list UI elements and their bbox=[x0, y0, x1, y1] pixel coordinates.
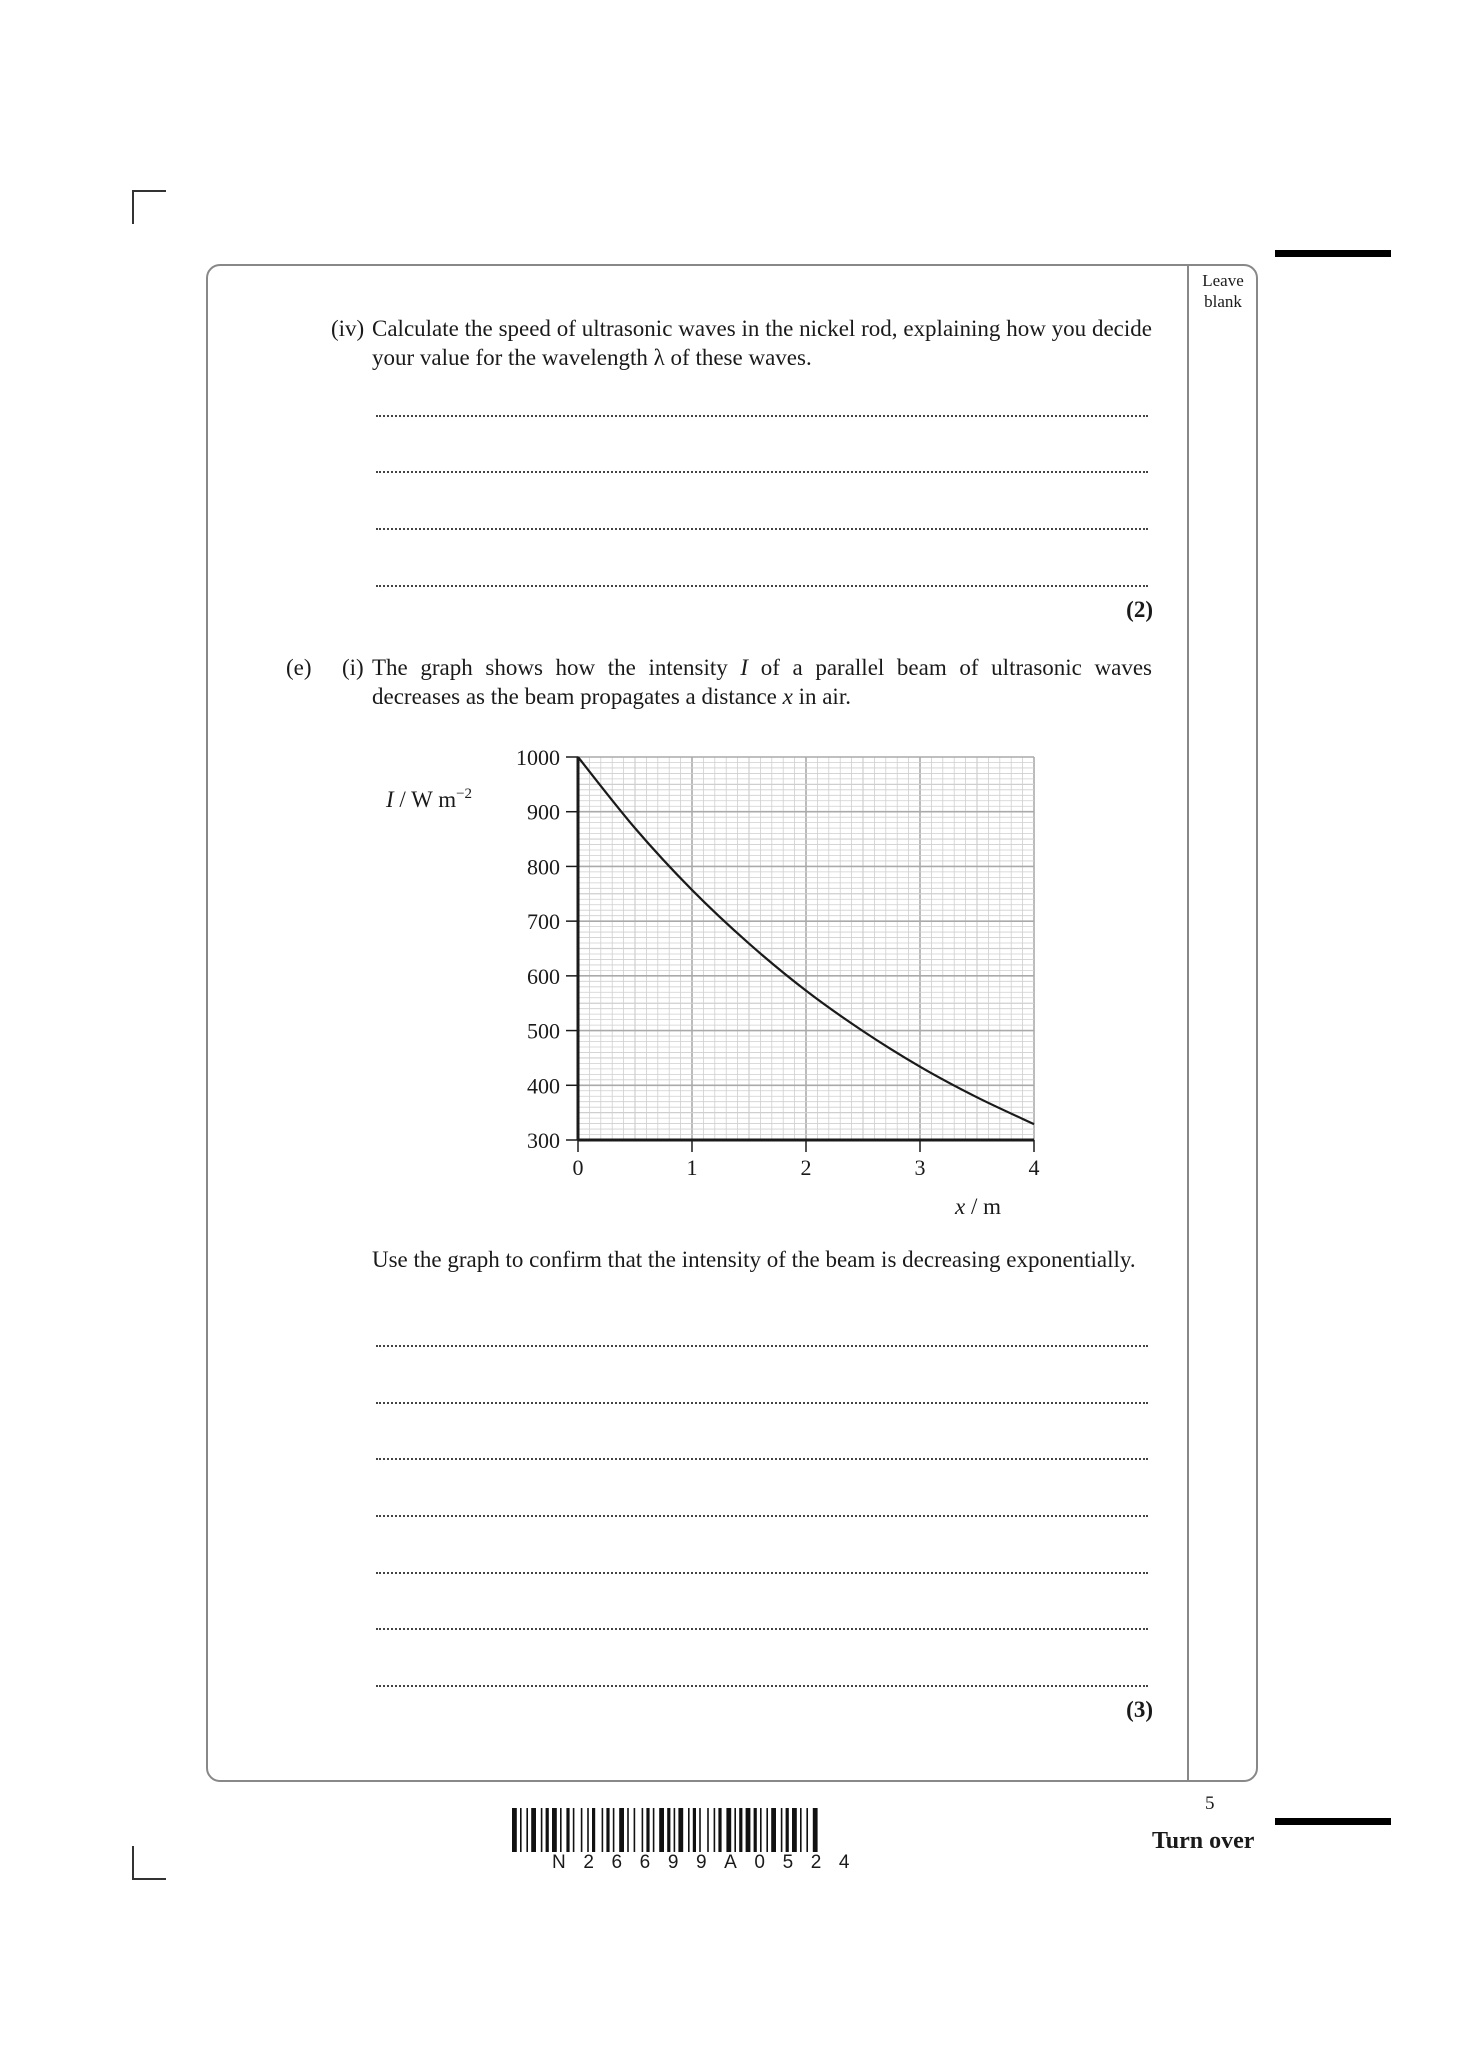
question-iv-label: (iv) bbox=[331, 316, 365, 341]
variable-x: x bbox=[782, 684, 793, 709]
barcode-bar bbox=[606, 1808, 609, 1852]
answer-line[interactable] bbox=[376, 1572, 1148, 1574]
barcode-bar bbox=[792, 1808, 797, 1852]
barcode-number: N26699A0524 bbox=[552, 1852, 868, 1873]
barcode-bar bbox=[674, 1808, 676, 1852]
y-tick-label: 700 bbox=[527, 909, 560, 935]
barcode-bar bbox=[813, 1808, 818, 1852]
barcode-bar bbox=[659, 1808, 664, 1852]
barcode-bar bbox=[699, 1808, 701, 1852]
crop-mark-bottom-v bbox=[132, 1846, 134, 1880]
barcode-bar bbox=[678, 1808, 683, 1852]
answer-line[interactable] bbox=[376, 585, 1148, 587]
barcode-bar bbox=[771, 1808, 776, 1852]
barcode-bar bbox=[653, 1808, 655, 1852]
graph-grid bbox=[578, 757, 1034, 1140]
barcode-bar bbox=[587, 1808, 589, 1852]
y-tick-label: 900 bbox=[527, 799, 560, 825]
crop-mark-top-h bbox=[132, 190, 166, 192]
crop-mark-bottom-h bbox=[132, 1878, 166, 1880]
answer-line[interactable] bbox=[376, 1685, 1148, 1687]
edge-bar-top bbox=[1275, 250, 1391, 257]
page-number: 5 bbox=[1205, 1793, 1215, 1814]
y-tick-label: 500 bbox=[527, 1018, 560, 1044]
barcode-bar bbox=[566, 1808, 569, 1852]
barcode-bar bbox=[602, 1808, 604, 1852]
barcode-bar bbox=[613, 1808, 615, 1852]
answer-line[interactable] bbox=[376, 1458, 1148, 1460]
x-tick-label: 0 bbox=[572, 1155, 584, 1180]
barcode-bar bbox=[693, 1808, 696, 1852]
barcode-bar bbox=[520, 1808, 522, 1852]
question-e-i-text: The graph shows how the intensity I of a parallel beam of ultrasonic waves decreases as the beam propagates a distance x in air. bbox=[372, 655, 1152, 709]
barcode-bar bbox=[512, 1808, 517, 1852]
intensity-graph bbox=[360, 730, 1040, 1240]
barcode bbox=[512, 1808, 952, 1852]
barcode-bar bbox=[560, 1808, 562, 1852]
barcode-bar bbox=[760, 1808, 762, 1852]
barcode-bar bbox=[531, 1808, 536, 1852]
barcode-bar bbox=[781, 1808, 783, 1852]
barcode-bar bbox=[746, 1808, 751, 1852]
barcode-bar bbox=[739, 1808, 742, 1852]
barcode-bar bbox=[806, 1808, 808, 1852]
edge-bar-bottom bbox=[1275, 1818, 1391, 1825]
marks-iv: (2) bbox=[1126, 597, 1153, 622]
barcode-bar bbox=[754, 1808, 757, 1852]
barcode-bar bbox=[592, 1808, 595, 1852]
x-tick-label: 2 bbox=[800, 1155, 812, 1180]
barcode-bar bbox=[734, 1808, 736, 1852]
y-tick-label: 1000 bbox=[516, 745, 560, 770]
barcode-bar bbox=[581, 1808, 583, 1852]
y-axis-label: I / W $m^{-2}$ bbox=[386, 786, 473, 812]
barcode-bar bbox=[707, 1808, 709, 1852]
margin-divider bbox=[1187, 264, 1189, 1782]
answer-line[interactable] bbox=[376, 415, 1148, 417]
x-tick-label: 1 bbox=[686, 1155, 698, 1180]
variable-I: I bbox=[740, 655, 749, 680]
answer-line[interactable] bbox=[376, 1628, 1148, 1630]
marks-e-i: (3) bbox=[1126, 1697, 1153, 1722]
barcode-bar bbox=[541, 1808, 543, 1852]
answer-line[interactable] bbox=[376, 1402, 1148, 1404]
y-tick-label: 400 bbox=[527, 1073, 560, 1099]
barcode-bar bbox=[634, 1808, 636, 1852]
question-e-label: (e) bbox=[286, 655, 312, 680]
barcode-bar bbox=[619, 1808, 624, 1852]
barcode-bar bbox=[766, 1808, 768, 1852]
y-tick-label: 800 bbox=[527, 854, 560, 880]
y-tick-label: 600 bbox=[527, 963, 560, 989]
x-tick-label: 4 bbox=[1028, 1155, 1040, 1180]
answer-line[interactable] bbox=[376, 528, 1148, 530]
barcode-bar bbox=[786, 1808, 789, 1852]
graph-ticks bbox=[516, 745, 1040, 1180]
question-e-i-label: (i) bbox=[342, 655, 364, 680]
question-iv-text: Calculate the speed of ultrasonic waves in the nickel rod, explaining how you decide your value for the wavelength λ of these waves. bbox=[372, 316, 1152, 370]
barcode-bar bbox=[552, 1808, 557, 1852]
barcode-bar bbox=[718, 1808, 721, 1852]
barcode-bar bbox=[726, 1808, 731, 1852]
barcode-bar bbox=[573, 1808, 575, 1852]
y-tick-label: 300 bbox=[527, 1128, 560, 1153]
turn-over-label: Turn over bbox=[1152, 1828, 1255, 1854]
barcode-bar bbox=[526, 1808, 528, 1852]
answer-line[interactable] bbox=[376, 1515, 1148, 1517]
x-tick-label: 3 bbox=[914, 1155, 926, 1180]
x-axis-label: x / m bbox=[955, 1194, 1001, 1219]
barcode-bar bbox=[546, 1808, 549, 1852]
answer-line[interactable] bbox=[376, 471, 1148, 473]
crop-mark-top-v bbox=[132, 190, 134, 224]
answer-line[interactable] bbox=[376, 1345, 1148, 1347]
barcode-bar bbox=[688, 1808, 690, 1852]
barcode-bar bbox=[646, 1808, 649, 1852]
barcode-bar bbox=[800, 1808, 802, 1852]
instruction-text: Use the graph to confirm that the intensity of the beam is decreasing exponentially. bbox=[372, 1247, 1136, 1272]
barcode-bar bbox=[667, 1808, 670, 1852]
barcode-bar bbox=[627, 1808, 629, 1852]
barcode-bar bbox=[714, 1808, 716, 1852]
barcode-bar bbox=[642, 1808, 644, 1852]
leave-blank-label: Leave blank bbox=[1202, 271, 1244, 311]
